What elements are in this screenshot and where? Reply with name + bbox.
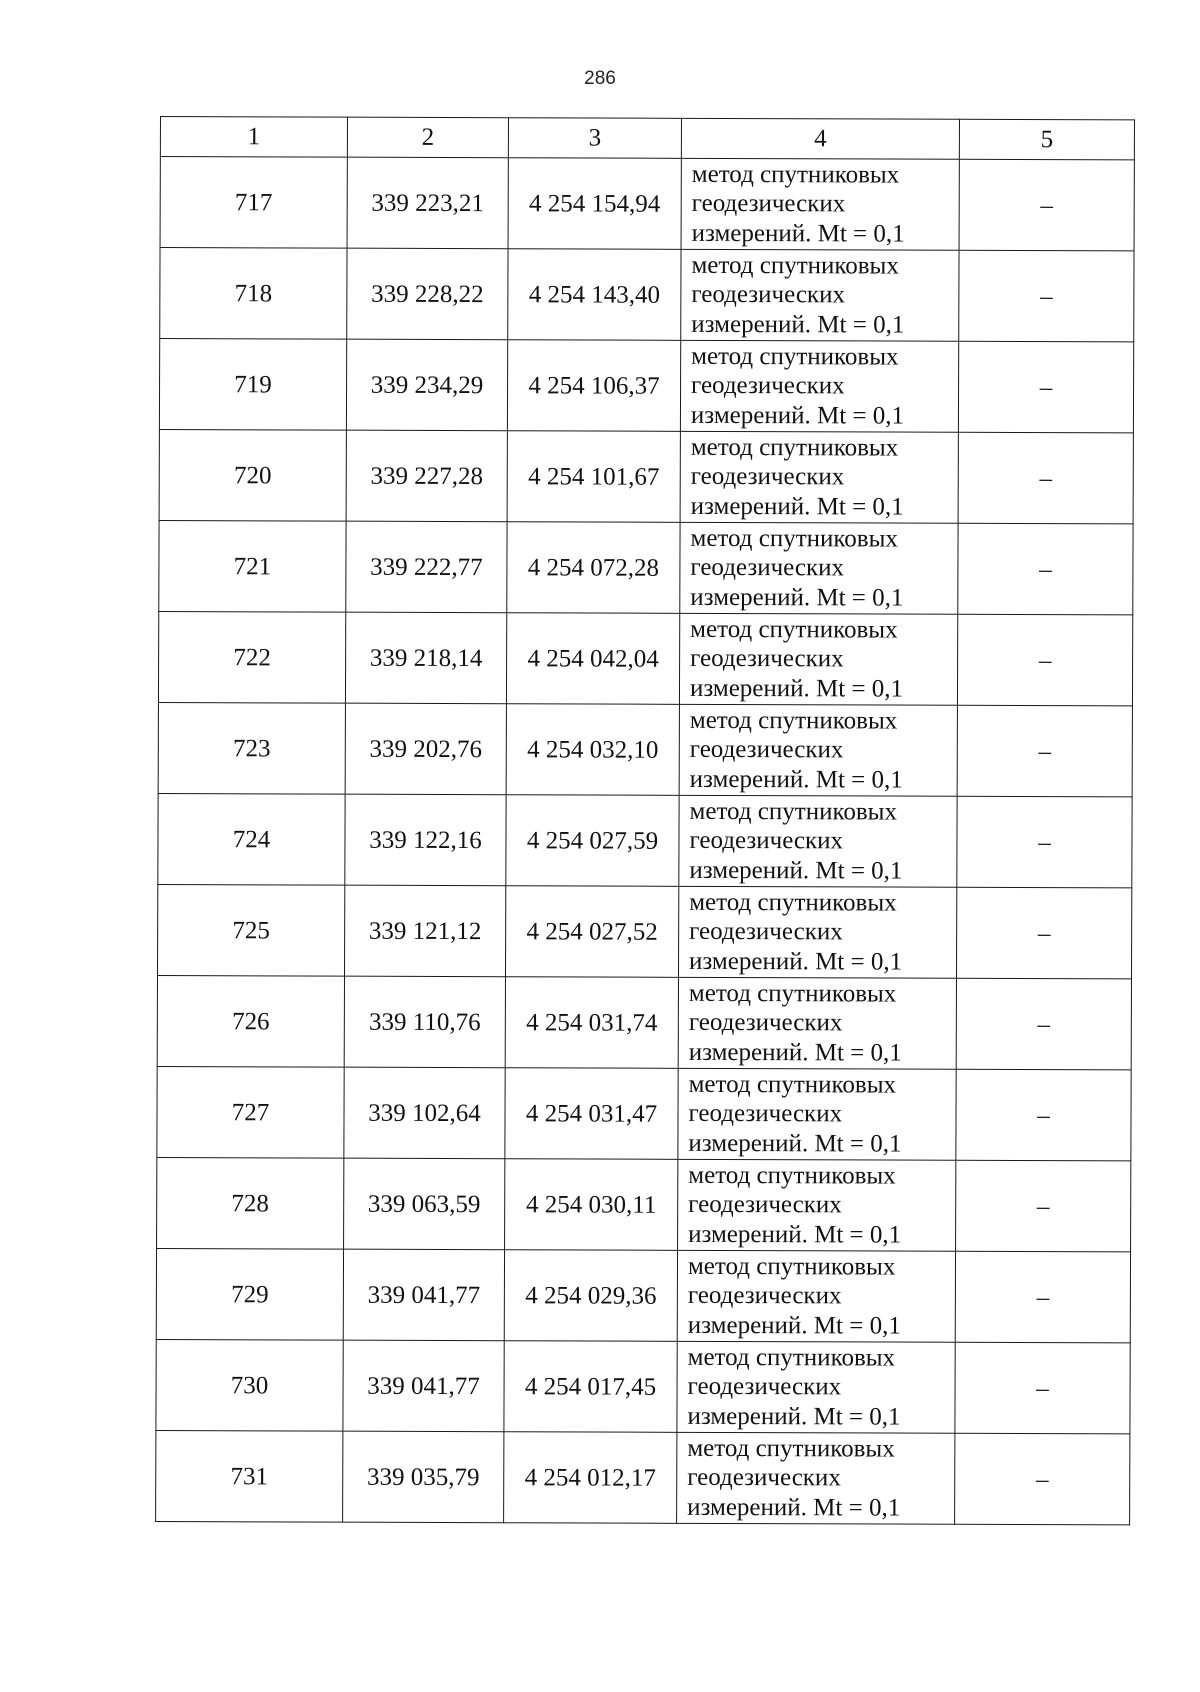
note-cell: – [957, 614, 1132, 706]
x-coordinate-cell: 339 041,77 [343, 1249, 504, 1341]
note-cell: – [957, 705, 1132, 797]
method-text-line: измерений. Mt = 0,1 [688, 1129, 902, 1158]
coordinates-table [155, 116, 1135, 1525]
y-coordinate-cell: 4 254 027,59 [506, 795, 679, 887]
note-cell: – [959, 159, 1134, 251]
x-coordinate-cell: 339 234,29 [346, 339, 507, 431]
x-coordinate-cell: 339 121,12 [344, 885, 505, 977]
point-number-cell: 717 [160, 157, 347, 249]
method-cell [678, 977, 956, 1069]
x-coordinate-cell: 339 202,76 [345, 703, 506, 795]
method-text-line: измерений. Mt = 0,1 [688, 1038, 902, 1067]
point-number-cell: 731 [156, 1430, 343, 1522]
point-number-cell: 722 [158, 611, 345, 703]
method-text-line: геодезических [690, 645, 844, 673]
method-text-line: измерений. Mt = 0,1 [687, 1311, 901, 1340]
x-coordinate-cell: 339 223,21 [347, 157, 508, 249]
y-coordinate-cell: 4 254 032,10 [506, 704, 679, 796]
method-text-line: геодезических [687, 1464, 841, 1492]
method-text-line: геодезических [689, 918, 843, 946]
method-text-line: измерений. Mt = 0,1 [691, 219, 905, 248]
table-row [160, 157, 1134, 251]
method-cell [679, 795, 957, 887]
y-coordinate-cell: 4 254 106,37 [507, 340, 680, 432]
y-coordinate-cell: 4 254 031,74 [505, 977, 678, 1069]
note-cell: – [958, 432, 1133, 524]
x-coordinate-cell: 339 035,79 [343, 1431, 504, 1523]
method-text-line: метод спутниковых [690, 433, 899, 462]
point-number-cell: 721 [159, 520, 346, 612]
method-text-line: измерений. Mt = 0,1 [689, 947, 903, 976]
y-coordinate-cell: 4 254 143,40 [508, 249, 681, 341]
x-coordinate-cell: 339 228,22 [347, 248, 508, 340]
table-row [159, 339, 1133, 433]
note-cell: – [956, 1069, 1131, 1161]
table-row [156, 1430, 1130, 1524]
note-cell: – [955, 1433, 1130, 1525]
method-text-line: измерений. Mt = 0,1 [689, 765, 903, 794]
method-text-line: измерений. Mt = 0,1 [690, 401, 905, 430]
method-text-line: метод спутниковых [687, 1343, 896, 1372]
method-text-line: геодезических [691, 372, 845, 400]
method-text-line: геодезических [688, 1100, 843, 1128]
table-row [156, 1339, 1130, 1433]
note-cell: – [958, 341, 1133, 433]
method-text-line: измерений. Mt = 0,1 [690, 492, 904, 521]
x-coordinate-cell: 339 102,64 [344, 1067, 505, 1159]
x-coordinate-cell: 339 218,14 [345, 612, 506, 704]
point-number-cell: 718 [160, 248, 347, 340]
table-row [157, 975, 1131, 1069]
method-cell [678, 1159, 956, 1251]
method-text-line: геодезических [688, 1191, 842, 1219]
method-text-line: метод спутниковых [689, 888, 897, 917]
y-coordinate-cell: 4 254 042,04 [506, 613, 679, 705]
method-text-line: измерений. Mt = 0,1 [689, 674, 904, 703]
x-coordinate-cell: 339 227,28 [346, 430, 507, 522]
y-coordinate-cell: 4 254 101,67 [507, 431, 680, 523]
point-number-cell: 726 [157, 975, 344, 1067]
x-coordinate-cell: 339 122,16 [345, 794, 506, 886]
method-text-line: измерений. Mt = 0,1 [687, 1493, 901, 1522]
method-cell [680, 522, 958, 614]
note-cell: – [956, 1160, 1131, 1252]
point-number-cell: 728 [157, 1157, 344, 1249]
note-cell: – [955, 1342, 1130, 1434]
table-row [159, 429, 1133, 523]
method-text-line: геодезических [688, 1009, 843, 1037]
x-coordinate-cell: 339 041,77 [343, 1340, 504, 1432]
point-number-cell: 720 [159, 429, 346, 521]
method-cell [681, 249, 959, 341]
x-coordinate-cell: 339 063,59 [344, 1158, 505, 1250]
point-number-cell: 725 [157, 884, 344, 976]
table-row [158, 793, 1132, 887]
point-number-cell: 727 [157, 1066, 344, 1158]
table-row [157, 1066, 1131, 1160]
header-row [160, 117, 1134, 160]
method-text-line: метод спутниковых [688, 1070, 897, 1099]
method-text-line: метод спутниковых [688, 1161, 896, 1190]
point-number-cell: 729 [156, 1248, 343, 1340]
method-text-line: геодезических [689, 827, 844, 855]
point-number-cell: 730 [156, 1339, 343, 1431]
method-cell [680, 340, 958, 432]
method-text-line: геодезических [690, 463, 845, 491]
x-coordinate-cell: 339 222,77 [346, 521, 507, 613]
column-header-5: 5 [959, 119, 1134, 160]
point-number-cell: 719 [159, 339, 346, 431]
table-header [160, 117, 1134, 160]
method-text-line: измерений. Mt = 0,1 [687, 1402, 901, 1431]
method-text-line: метод спутниковых [689, 797, 898, 826]
method-text-line: геодезических [691, 281, 846, 309]
note-cell: – [956, 978, 1131, 1070]
method-text-line: метод спутниковых [691, 342, 899, 371]
method-cell [677, 1341, 955, 1433]
method-cell [678, 886, 956, 978]
note-cell: – [957, 796, 1132, 888]
method-text-line: измерений. Mt = 0,1 [691, 310, 905, 339]
method-text-line: метод спутниковых [691, 160, 900, 189]
table-row [158, 702, 1132, 796]
y-coordinate-cell: 4 254 029,36 [504, 1250, 677, 1342]
table-row [159, 520, 1133, 614]
point-number-cell: 723 [158, 702, 345, 794]
method-cell [677, 1250, 955, 1342]
note-cell: – [959, 250, 1134, 342]
note-cell: – [956, 887, 1131, 979]
method-text-line: метод спутниковых [687, 1434, 895, 1463]
method-cell [678, 1068, 956, 1160]
method-cell [681, 158, 959, 250]
method-text-line: метод спутниковых [691, 251, 899, 280]
column-header-2: 2 [347, 117, 508, 158]
y-coordinate-cell: 4 254 027,52 [505, 886, 678, 978]
column-header-4: 4 [681, 118, 959, 159]
method-text-line: геодезических [687, 1373, 842, 1401]
method-text-line: геодезических [690, 554, 845, 582]
method-text-line: измерений. Mt = 0,1 [688, 1220, 902, 1249]
method-cell [679, 613, 957, 705]
method-text-line: геодезических [689, 736, 844, 764]
method-text-line: метод спутниковых [687, 1252, 896, 1281]
y-coordinate-cell: 4 254 012,17 [504, 1432, 677, 1524]
method-cell [680, 431, 958, 523]
method-text-line: геодезических [691, 190, 846, 218]
table-row [156, 1248, 1130, 1342]
note-cell: – [955, 1251, 1130, 1343]
y-coordinate-cell: 4 254 030,11 [505, 1159, 678, 1251]
method-text-line: геодезических [687, 1282, 842, 1310]
method-text-line: измерений. Mt = 0,1 [690, 583, 904, 612]
table-row [158, 611, 1132, 705]
y-coordinate-cell: 4 254 154,94 [508, 158, 681, 250]
table-row [157, 884, 1131, 978]
method-cell [679, 704, 957, 796]
method-text-line: метод спутниковых [689, 706, 898, 735]
method-cell [677, 1432, 955, 1524]
point-number-cell: 724 [158, 793, 345, 885]
column-header-1: 1 [160, 117, 347, 158]
y-coordinate-cell: 4 254 017,45 [504, 1341, 677, 1433]
x-coordinate-cell: 339 110,76 [344, 976, 505, 1068]
y-coordinate-cell: 4 254 031,47 [505, 1068, 678, 1160]
method-text-line: измерений. Mt = 0,1 [689, 856, 903, 885]
page-number: 286 [584, 68, 616, 89]
column-header-3: 3 [508, 118, 681, 159]
method-text-line: метод спутниковых [688, 979, 897, 1008]
table-row [157, 1157, 1131, 1251]
y-coordinate-cell: 4 254 072,28 [507, 522, 680, 614]
method-text-line: метод спутниковых [690, 524, 898, 553]
method-text-line: метод спутниковых [690, 615, 898, 644]
note-cell: – [958, 523, 1133, 615]
table-body [156, 157, 1135, 1525]
table-row [160, 248, 1134, 342]
